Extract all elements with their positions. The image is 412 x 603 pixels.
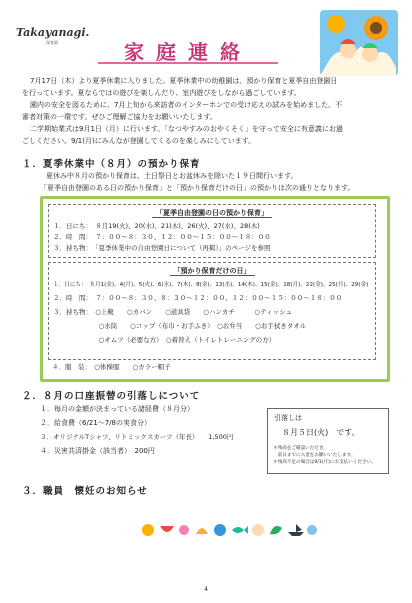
page-number: 4 <box>204 586 208 593</box>
box1-row: ２．時 間： ７：００～８：３０、１２：００～１５：００～１８：００ <box>53 233 271 241</box>
logo-text: Takayanagi. <box>16 26 90 39</box>
section3-heading: ３．職員 懐妊のお知らせ <box>22 486 148 497</box>
free-attendance-box <box>48 204 376 258</box>
intro-line: 7月17日（木）より夏季休業に入りました。夏季休業中の幼稚園は、預かり保育と夏季自由登園日 <box>30 77 338 85</box>
sun-icon <box>327 15 345 33</box>
summer-illustration <box>318 8 400 78</box>
box2-title: 「預かり保育だけの日」 <box>49 266 375 276</box>
box2-row: ○水筒 ○コップ（布巾・お手ふき） ○お弁当 ○お手拭きタオル <box>53 322 307 330</box>
withdrawal-notes <box>273 445 376 466</box>
box1-title: 「夏季自由登園の日の預かり保育」 <box>49 208 375 218</box>
section2-item: ２．給食費（6/21～7/8の実食分） <box>40 419 151 427</box>
intro-line: 審者対策の一環です。ぜひご理解ご協力をお願いいたします。 <box>22 113 217 121</box>
intro-line: 二学期始業式は9月1日（月）に行います。「なつやすみのおやくそく」を守って安全に有意義にお過 <box>30 125 343 133</box>
intro-line: ごしください。9/1(月)にみんなが登園してくるのを楽しみにしています。 <box>22 137 256 145</box>
intro-line: 園内の安全を図るために、7月上旬から来訪者のインターホンでの受け応えの試みを始めました。不 <box>30 101 343 109</box>
box2-row: ○オムツ（必要な方） ○着替え（トイレトレーニングの方） <box>53 336 276 344</box>
withdrawal-box <box>267 408 389 474</box>
fish-icon <box>232 526 248 534</box>
sun-icon <box>142 524 154 536</box>
section1-line: 「夏季自由登園のある日の預かり保育」と「預かり保育だけの日」の預かりは次の通りとなります。 <box>40 184 355 192</box>
section2-item: ４．災害共済掛金（該当者） 200円 <box>40 447 155 455</box>
flower-icon <box>179 525 189 535</box>
note-line: ＊残高不足の場合は9/1(月)にお支払いください。 <box>273 460 376 465</box>
bubble-icon <box>307 525 317 535</box>
section2-heading: ２．８月の口座振替の引落しについて <box>22 391 201 402</box>
section1-line: 夏休み中８月の預かり保育は、土日祭日とお盆休みを除いた１９日間行います。 <box>46 172 298 180</box>
section2-item: ３．オリジナルTシャツ、リトミックスカーフ（年長） 1,500円 <box>40 433 234 441</box>
withdrawal-date: ８月５日(火) です。 <box>282 428 360 437</box>
page-title: 家庭連絡 <box>124 40 252 64</box>
face-icon <box>252 524 264 536</box>
watermelon-icon <box>160 526 174 532</box>
child-face-icon <box>340 42 356 58</box>
intro-text <box>22 75 392 147</box>
box2-row: １．日にち： ８月1(金)、4(月)、5(火)、6(水)、7(木)、8(金)、13(水)、14(木)、15(金)、18(月)、22(金)、25(月)、29(金) <box>53 282 369 288</box>
intro-line: を行っています。夏ならではの遊びを楽しんだり、室内遊びをしながら過ごしています。 <box>22 89 301 97</box>
note-line: 前日までに入金をお願いいたします。 <box>273 453 356 458</box>
boat-icon <box>288 524 304 536</box>
shell-icon <box>196 528 208 534</box>
box2-row: ３．持ち物： ○上靴 ○カバン ○道具袋 ○ハンカチ ○ティッシュ <box>53 308 292 316</box>
childcare-only-box <box>48 262 376 360</box>
box1-row: ３．持ち物： 「夏季休業中の自由登園日について（再掲）」のページを参照 <box>53 244 271 252</box>
ball-icon <box>214 524 226 536</box>
logo-subtext: 保育園 <box>46 40 58 45</box>
section2-item: １．毎月の金額が決まっている諸経費（８月分） <box>40 405 194 413</box>
section1-heading: １．夏季休業中（８月）の預かり保育 <box>22 159 201 170</box>
box1-row: １．日にち： ８月19(火)、20(水)、21(木)、26(火)、27(水)、28(木) <box>53 222 260 230</box>
note-line: ＊残高をご確認いただき、 <box>273 446 328 451</box>
leaf-icon <box>270 526 282 534</box>
footer-decoration <box>140 520 320 540</box>
clothes-line: ４．服 装： ○体操服 ○カラー帽子 <box>52 363 171 371</box>
withdrawal-title: 引落しは <box>274 414 302 422</box>
box2-row: ２．時 間： ７：００～８：３０、８：３０～１２：００、１２：００～１５：００～１８：００ <box>53 294 343 302</box>
